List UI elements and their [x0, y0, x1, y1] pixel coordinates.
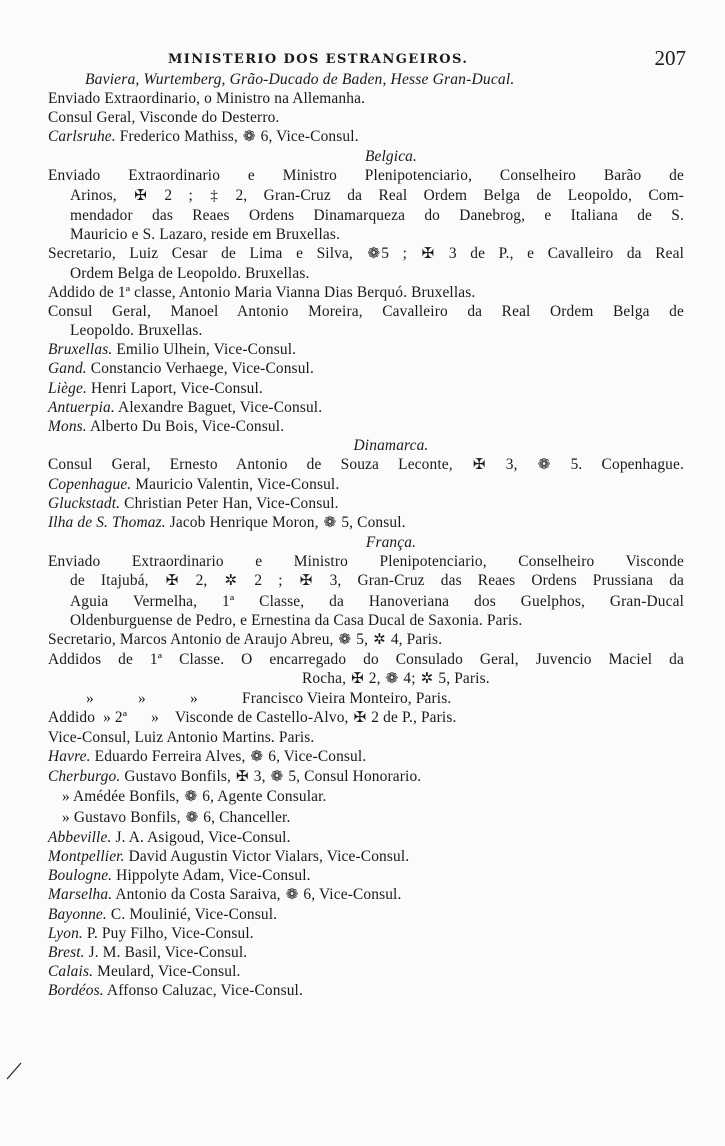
entry-line: Secretario, Luiz Cesar de Lima e Silva, ❁5 ; ✠ 3 de P., e Cavalleiro da Real: [48, 244, 684, 264]
entry-line: Addido de 1ª classe, Antonio Maria Vianna Dias Berquó. Bruxellas.: [48, 284, 476, 302]
ditto-mark: »: [62, 788, 70, 806]
entry-line: Oldenburguense de Pedro, e Ernestina da Casa Ducal de Saxonia. Paris.: [70, 611, 523, 629]
rose-order-icon: ❁: [184, 789, 198, 806]
ditto-mark: »: [190, 690, 198, 707]
cross-pattee-icon: ✠: [353, 710, 367, 727]
place-name: Bordéos.: [48, 982, 104, 1000]
entry-line: Carlsruhe. Frederico Mathiss, ❁ 6, Vice-Consul.: [48, 127, 684, 147]
rose-order-icon: ❁: [537, 456, 551, 473]
entry-line: Enviado Extraordinario e Ministro Plenipotenciario, Conselheiro Visconde: [48, 553, 684, 571]
place-name: Montpellier.: [48, 847, 125, 865]
rose-order-icon: ❁: [242, 129, 256, 146]
entry-line: Marselha. Antonio da Costa Saraiva, ❁ 6, Vice-Consul.: [48, 885, 684, 905]
margin-pen-stroke: [6, 1062, 22, 1080]
entry-line: » Amédée Bonfils, ❁ 6, Agente Consular.: [48, 787, 684, 807]
place-name: Gand.: [48, 360, 87, 378]
place-name: Bayonne.: [48, 906, 107, 924]
cross-pattee-icon: ✠: [421, 245, 435, 262]
place-name: Mons.: [48, 417, 87, 435]
rose-order-icon: ❁: [270, 769, 284, 786]
place-name: Havre.: [48, 748, 91, 766]
double-cross-icon: ‡: [210, 187, 219, 204]
place-name: Calais.: [48, 963, 94, 981]
document-page: [48, 44, 684, 1001]
country-heading: França.: [365, 534, 417, 552]
place-name: Brest.: [48, 944, 85, 962]
entry-line: Rocha, ✠ 2, ❁ 4; ✲ 5, Paris.: [48, 669, 684, 689]
ditto-mark: »: [151, 709, 160, 727]
place-name: Copenhague.: [48, 475, 132, 493]
entry-line: » Gustavo Bonfils, ❁ 6, Chanceller.: [48, 808, 684, 828]
entry-line: Liège. Henri Laport, Vice-Consul.: [48, 379, 263, 397]
entry-line: Cherburgo. Gustavo Bonfils, ✠ 3, ❁ 5, Consul Honorario.: [48, 767, 684, 787]
cross-pattee-icon: ✠: [351, 670, 364, 687]
entry-line: Addido » 2ª » Visconde de Castello-Alvo, ✠ 2 de P., Paris.: [48, 708, 684, 728]
rose-order-icon: ❁: [323, 515, 337, 532]
entry-line: Leopoldo. Bruxellas.: [70, 322, 203, 340]
star-order-icon: ✲: [224, 573, 238, 590]
cross-pattee-icon: ✠: [299, 573, 313, 590]
entry-line: Aguia Vermelha, 1ª Classe, da Hanoveriana dos Guelphos, Gran-Ducal: [70, 592, 684, 610]
country-heading: Dinamarca.: [353, 436, 429, 454]
entry-line: Consul Geral, Visconde do Desterro.: [48, 109, 280, 127]
entry-line: Calais. Meulard, Vice-Consul.: [48, 963, 241, 981]
place-name: Antuerpia.: [48, 398, 115, 416]
place-name: Lyon.: [48, 925, 83, 943]
place-name: Carlsruhe.: [48, 128, 116, 146]
entry-line: Mauricio e S. Lazaro, reside em Bruxellas.: [70, 225, 340, 243]
section-header: Baviera, Wurtemberg, Grão-Ducado de Baden, Hesse Gran-Ducal.: [85, 71, 515, 88]
rose-order-icon: ❁: [338, 631, 352, 648]
rose-order-icon: ❁: [185, 809, 199, 826]
page-number: 207: [654, 46, 686, 70]
entry-line: Enviado Extraordinario e Ministro Plenipotenciario, Conselheiro Barão de: [48, 167, 684, 185]
place-name: Ilha de S. Thomaz.: [48, 514, 166, 532]
rose-order-icon: ❁: [367, 245, 381, 262]
ditto-mark: »: [62, 808, 70, 826]
place-name: Liège.: [48, 379, 87, 397]
ditto-mark: »: [86, 690, 94, 707]
entry-line: Lyon. P. Puy Filho, Vice-Consul.: [48, 925, 254, 943]
entry-line: Ordem Belga de Leopoldo. Bruxellas.: [70, 264, 310, 282]
rose-order-icon: ❁: [385, 670, 399, 687]
entry-line: Bayonne. C. Moulinié, Vice-Consul.: [48, 906, 278, 924]
place-name: Gluckstadt.: [48, 495, 121, 513]
entry-line: Boulogne. Hippolyte Adam, Vice-Consul.: [48, 866, 311, 884]
country-heading: Belgica.: [364, 148, 418, 166]
entry-line: Abbeville. J. A. Asigoud, Vice-Consul.: [48, 828, 291, 846]
place-name: Boulogne.: [48, 866, 113, 884]
place-name: Marselha.: [48, 885, 113, 903]
cross-pattee-icon: ✠: [472, 456, 486, 473]
cross-pattee-icon: ✠: [236, 769, 249, 786]
entry-line: Gluckstadt. Christian Peter Han, Vice-Consul.: [48, 495, 339, 513]
cross-pattee-icon: ✠: [165, 573, 179, 590]
entry-line: Addidos de 1ª Classe. O encarregado do Consulado Geral, Juvencio Maciel da: [48, 650, 684, 668]
entry-line: Antuerpia. Alexandre Baguet, Vice-Consul.: [48, 398, 323, 416]
entry-line: Bordéos. Affonso Caluzac, Vice-Consul.: [48, 982, 303, 1000]
running-title: MINISTERIO DOS ESTRANGEIROS.: [168, 52, 469, 67]
rose-order-icon: ❁: [285, 886, 299, 903]
star-order-icon: ✲: [420, 670, 434, 687]
entry-line: mendador das Reaes Ordens Dinamarqueza do Danebrog, e Italiana de S.: [70, 206, 684, 224]
star-order-icon: ✲: [373, 631, 386, 648]
place-name: Cherburgo.: [48, 768, 121, 786]
entry-line: Gand. Constancio Verhaege, Vice-Consul.: [48, 360, 314, 378]
entry-line: Montpellier. David Augustin Victor Vialars, Vice-Consul.: [48, 847, 410, 865]
rose-order-icon: ❁: [250, 749, 264, 766]
entry-line: Enviado Extraordinario, o Ministro na Allemanha.: [48, 90, 366, 108]
entry-line: Havre. Eduardo Ferreira Alves, ❁ 6, Vice-Consul.: [48, 747, 684, 767]
running-head: [48, 44, 684, 70]
entry-line: Arinos, ✠ 2 ; ‡ 2, Gran-Cruz da Real Ordem Belga de Leopoldo, Com-: [48, 186, 684, 206]
place-name: Bruxellas.: [48, 341, 113, 359]
entry-line: Copenhague. Mauricio Valentin, Vice-Consul.: [48, 475, 340, 493]
entry-line: Secretario, Marcos Antonio de Araujo Abreu, ❁ 5, ✲ 4, Paris.: [48, 630, 684, 650]
entry-line: » » » Francisco Vieira Monteiro, Paris.: [86, 690, 452, 707]
entry-line: Bruxellas. Emilio Ulhein, Vice-Consul.: [48, 341, 297, 359]
entry-line: Brest. J. M. Basil, Vice-Consul.: [48, 944, 248, 962]
ditto-mark: »: [138, 690, 146, 707]
cross-pattee-icon: ✠: [134, 187, 147, 204]
place-name: Abbeville.: [48, 828, 112, 846]
entry-line: Consul Geral, Manoel Antonio Moreira, Cavalleiro da Real Ordem Belga de: [48, 303, 684, 321]
entry-line: Vice-Consul, Luiz Antonio Martins. Paris.: [48, 729, 315, 747]
entry-line: Mons. Alberto Du Bois, Vice-Consul.: [48, 417, 285, 435]
entry-line: de Itajubá, ✠ 2, ✲ 2 ; ✠ 3, Gran-Cruz das Reaes Ordens Prussiana da: [48, 571, 684, 591]
entry-line: Ilha de S. Thomaz. Jacob Henrique Moron, ❁ 5, Consul.: [48, 513, 684, 533]
entry-line: Consul Geral, Ernesto Antonio de Souza Leconte, ✠ 3, ❁ 5. Copenhague.: [48, 455, 684, 475]
